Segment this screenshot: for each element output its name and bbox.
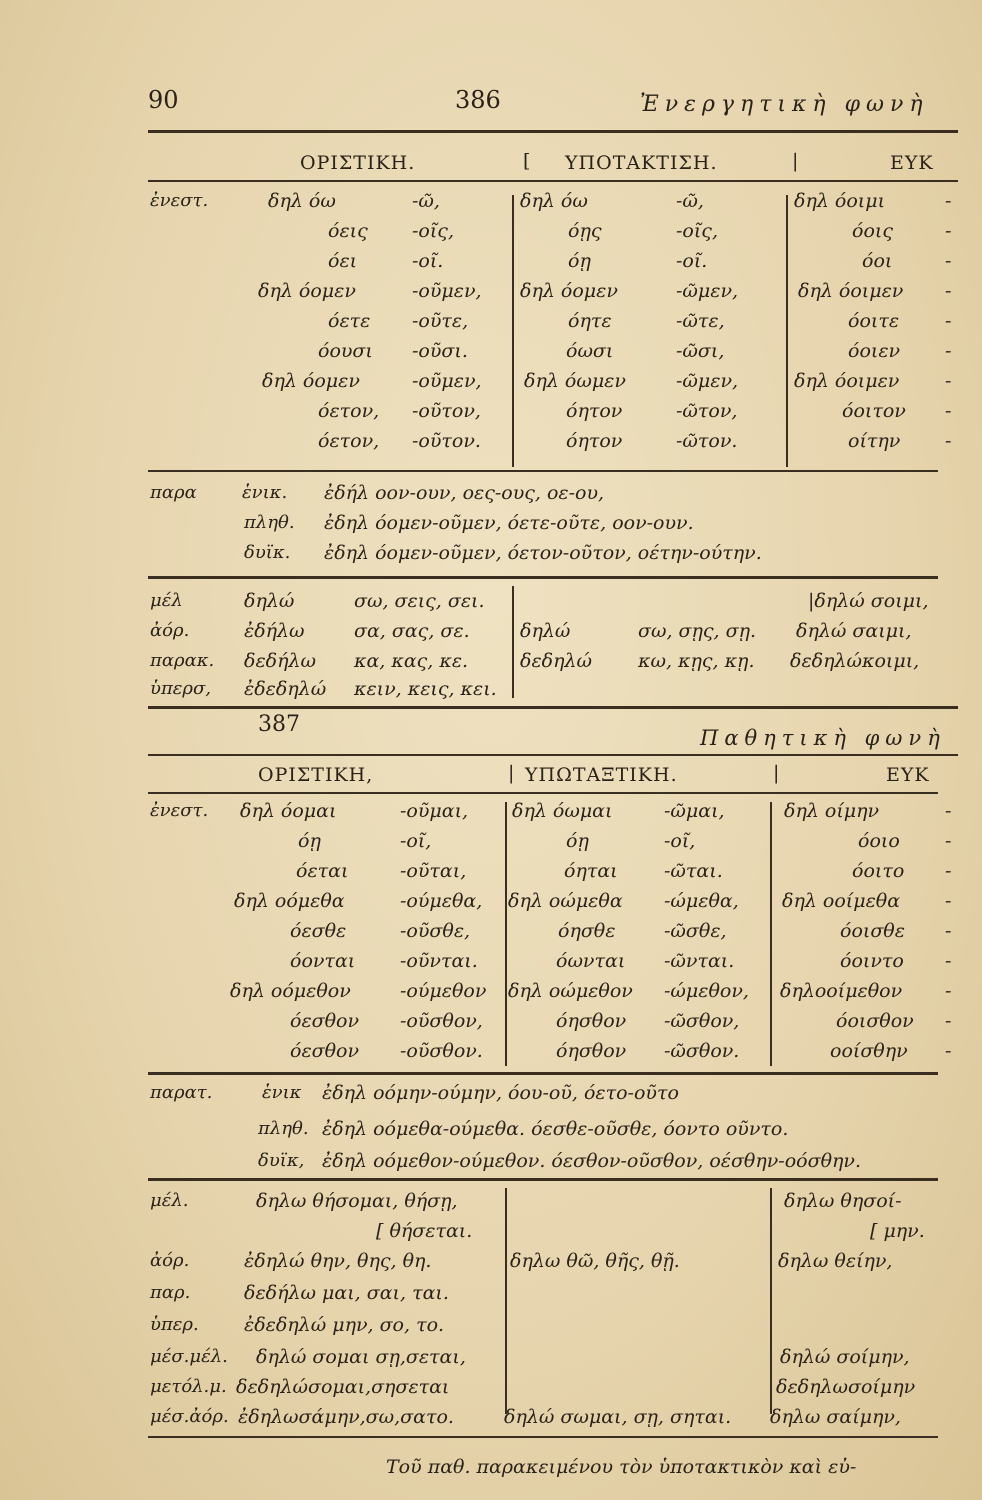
cell: -οῦμαι, <box>400 800 469 822</box>
cell: -οῦται, <box>400 860 467 882</box>
optative: δηλω σαίμην, <box>770 1406 901 1428</box>
cell: όῃ <box>566 830 589 852</box>
cell: όονται <box>290 950 356 972</box>
tense-label: μέλ. <box>150 1190 189 1211</box>
cell: όηται <box>564 860 618 882</box>
cell: -ῶσθον, <box>664 1010 740 1032</box>
cell: δηλ όοιμι <box>794 190 886 212</box>
cell: όῃς <box>568 220 602 242</box>
cell: - <box>945 370 952 392</box>
header-rule <box>148 130 958 133</box>
cell: όητον <box>566 400 623 422</box>
passive-voice-title: Παθητικὴ φωνὴ <box>700 726 946 750</box>
cell: όῃ <box>568 250 591 272</box>
indicative: ἐδηλωσάμην,σω,σατο. <box>238 1406 454 1428</box>
column-separator <box>770 1188 772 1414</box>
column-separator <box>505 802 507 1066</box>
cell: -ῶσι, <box>676 340 725 362</box>
cell: δηλ όομεν <box>520 280 618 302</box>
cell: -ούμεθα, <box>400 890 483 912</box>
section-indicative: ΟΡΙΣΤΙΚΗ, <box>258 764 374 786</box>
cell: δηλ οόμεθον <box>230 980 351 1002</box>
cell: -οῦμεν, <box>412 280 482 302</box>
cell: όοισθον <box>836 1010 914 1032</box>
cell: - <box>945 1010 952 1032</box>
subj-stem: δηλώ <box>520 620 571 642</box>
label-number: δυϊκ. <box>244 542 291 563</box>
cell: -ούμεθον <box>400 980 487 1002</box>
rule <box>148 1436 938 1438</box>
paradigm-number: 386 <box>455 86 501 114</box>
cell: -ῶμεν, <box>676 370 739 392</box>
imperfect-line: ἐδήλ οον-ουν, οες-ους, οε-ου, <box>324 482 605 504</box>
column-separator <box>512 586 514 698</box>
cell: όεσθον <box>290 1010 360 1032</box>
imperfect-line: ἐδηλ οόμεθα-ούμεθα. όεσθε-οῦσθε, όοντο οῦντο. <box>322 1118 789 1140</box>
cell: -ῶ, <box>412 190 440 212</box>
cell: -οῖς, <box>676 220 718 242</box>
column-separator <box>770 802 772 1066</box>
optative: δηλω θησοί- <box>784 1190 902 1212</box>
imperfect-line: ἐδηλ οόμεθον-ούμεθον. όεσθον-οῦσθον, οέσθην-οόσθην. <box>322 1150 861 1172</box>
cell: δηλ όωμαι <box>512 800 613 822</box>
cell: -οῖ. <box>412 250 444 272</box>
cell: δηλ όω <box>520 190 588 212</box>
cell: -ῶμαι, <box>664 800 725 822</box>
cell: -ῶσθον. <box>664 1040 740 1062</box>
cell: - <box>945 800 952 822</box>
tense-label: μετόλ.μ. <box>150 1376 227 1397</box>
stem: ἐδεδηλώ <box>244 678 327 700</box>
cell: -οῦνται. <box>400 950 478 972</box>
cell: - <box>945 890 952 912</box>
cell: δηλ οόμεθα <box>234 890 345 912</box>
cell: - <box>945 280 952 302</box>
stem: δεδήλω <box>244 650 316 672</box>
rule <box>148 576 938 579</box>
cell: - <box>945 220 952 242</box>
cell: όοισθε <box>840 920 905 942</box>
cell: -οῦτον, <box>412 400 481 422</box>
cell: δηλ όομαι <box>240 800 337 822</box>
section-rule <box>148 180 958 182</box>
optative: δηλω θείην, <box>778 1250 893 1272</box>
cell: όοιτον <box>842 400 906 422</box>
cell: -οῦσθε, <box>400 920 471 942</box>
cell: όοιο <box>858 830 900 852</box>
page-number: 90 <box>148 86 179 114</box>
cell: -ώμεθον, <box>664 980 749 1002</box>
cell: όεσθον <box>290 1040 360 1062</box>
indicative: δηλώ σομαι σῃ,σεται, <box>256 1346 466 1368</box>
cell: δηλ οοίμεθα <box>782 890 901 912</box>
cell: -οῖ, <box>664 830 696 852</box>
label-present: ἐνεστ. <box>150 190 209 211</box>
cell: - <box>945 1040 952 1062</box>
section-bracket: [ <box>523 150 532 172</box>
stem: ἐδήλω <box>244 620 305 642</box>
tense-label: ἀόρ. <box>150 620 190 641</box>
cell: -ῶμεν, <box>676 280 739 302</box>
indicative: δηλω θήσομαι, θήσῃ, <box>256 1190 458 1212</box>
endings: σα, σας, σε. <box>354 620 470 642</box>
rule <box>148 754 958 756</box>
column-separator <box>786 195 788 467</box>
cell: όοιτε <box>848 310 900 332</box>
cell: - <box>945 980 952 1002</box>
cell: -ῶσθε, <box>664 920 727 942</box>
endings: κα, κας, κε. <box>354 650 469 672</box>
optative: |δηλώ σοιμι, <box>808 590 929 612</box>
cell: δηλοοίμεθον <box>780 980 903 1002</box>
cell: οίτην <box>848 430 901 452</box>
tense-label: μέλ <box>150 590 183 611</box>
rule <box>148 1072 938 1075</box>
cell: -ῶται. <box>664 860 723 882</box>
cell: δηλ όομεν <box>258 280 356 302</box>
rule <box>148 792 938 794</box>
subj-endings: κω, κῃς, κῃ. <box>638 650 755 672</box>
cell: -οῖ, <box>400 830 432 852</box>
cell: - <box>945 430 952 452</box>
cell: -οῦσι. <box>412 340 468 362</box>
tense-label: παρακ. <box>150 650 215 671</box>
cell: όησθον <box>556 1010 627 1032</box>
cell: οοίσθην <box>830 1040 908 1062</box>
cell: όησθον <box>556 1040 627 1062</box>
endings: κειν, κεις, κει. <box>354 678 497 700</box>
subj-endings: σω, σῃς, σῃ. <box>638 620 757 642</box>
tense-label: ὑπερ. <box>150 1314 199 1335</box>
cell: -ῶ, <box>676 190 704 212</box>
cell: όεται <box>296 860 349 882</box>
subjunctive: δηλω θῶ, θῆς, θῇ. <box>510 1250 680 1272</box>
label-present: ἐνεστ. <box>150 800 209 821</box>
indicative: δεδηλώσομαι,σησεται <box>236 1376 450 1398</box>
cell: - <box>945 400 952 422</box>
cell: δηλ όωμεν <box>524 370 626 392</box>
rule <box>148 1178 938 1181</box>
section-optative: ΕΥΚ <box>890 152 934 174</box>
cell: - <box>945 190 952 212</box>
indicative: ἐδεδηλώ μην, σο, το. <box>244 1314 445 1336</box>
tense-label: μέσ.μέλ. <box>150 1346 228 1367</box>
cell: -οῖς, <box>412 220 454 242</box>
cell: όεις <box>328 220 368 242</box>
tense-label: παρ. <box>150 1282 191 1303</box>
cell: δηλ οώμεθα <box>508 890 623 912</box>
cell: - <box>945 860 952 882</box>
column-separator <box>505 1188 507 1414</box>
cell: όησθε <box>558 920 616 942</box>
cell: όῃ <box>298 830 321 852</box>
cell: -ώμεθα, <box>664 890 739 912</box>
optative: [ μην. <box>870 1220 925 1242</box>
cell: -οῦσθον. <box>400 1040 483 1062</box>
rule <box>148 706 958 709</box>
cell: - <box>945 340 952 362</box>
cell: όοις <box>852 220 893 242</box>
cell: δηλ όω <box>268 190 336 212</box>
label-number: ἑνικ <box>262 1082 302 1103</box>
cell: - <box>945 920 952 942</box>
tense-label: ἀόρ. <box>150 1250 190 1271</box>
cell: - <box>945 950 952 972</box>
cell: -οῦτον. <box>412 430 481 452</box>
section-indicative: ΟΡΙΣΤΙΚΗ. <box>300 152 416 174</box>
cell: όοι <box>862 250 893 272</box>
label-number: ἑνικ. <box>242 482 288 503</box>
cell: δηλ οώμεθον <box>508 980 633 1002</box>
cell: όοιντο <box>840 950 904 972</box>
cell: -ῶνται. <box>664 950 735 972</box>
voice-title: Ἐνεργητικὴ φωνὴ <box>640 92 929 117</box>
cell: όετον, <box>318 400 380 422</box>
imperfect-line: ἐδηλ όομεν-οῦμεν, όετον-οῦτον, οέτην-ούτην. <box>324 542 762 564</box>
label-number: δυϊκ, <box>258 1150 305 1171</box>
section-optative: ΕΥΚ <box>886 764 930 786</box>
indicative: δεδήλω μαι, σαι, ται. <box>244 1282 449 1304</box>
tense-label: ὑπερσ, <box>150 678 212 699</box>
indicative: [ θήσεται. <box>376 1220 473 1242</box>
subj-stem: δεδηλώ <box>520 650 592 672</box>
cell: -ῶτον, <box>676 400 738 422</box>
cell: -οῖ. <box>676 250 708 272</box>
cell: - <box>945 310 952 332</box>
cell: όωνται <box>556 950 626 972</box>
cell: -οῦσθον, <box>400 1010 483 1032</box>
cell: δηλ οίμην <box>784 800 880 822</box>
section-subjunctive: ΥΠΟΤΑΚΤΙΣΗ. <box>565 152 718 174</box>
cell: όουσι <box>318 340 373 362</box>
optative: δεδηλωσοίμην <box>776 1376 916 1398</box>
footer-text: Τοῦ παθ. παρακειμένου τὸν ὑποτακτικὸν καὶ εὐ- <box>386 1456 857 1478</box>
label-imperfect: παρατ. <box>150 1082 213 1103</box>
imperfect-line: ἐδηλ οόμην-ούμην, όου-οῦ, όετο-οῦτο <box>322 1082 679 1104</box>
cell: όητε <box>568 310 612 332</box>
cell: δηλ όοιμεν <box>794 370 900 392</box>
cell: όετον, <box>318 430 380 452</box>
section-divider: | <box>508 762 516 784</box>
cell: όει <box>328 250 358 272</box>
label-number: πληθ. <box>258 1118 309 1139</box>
cell: -οῦτε, <box>412 310 469 332</box>
imperfect-line: ἐδηλ όομεν-οῦμεν, όετε-οῦτε, οον-ουν. <box>324 512 694 534</box>
optative: δεδηλώκοιμι, <box>790 650 920 672</box>
cell: δηλ όομεν <box>262 370 360 392</box>
cell: -οῦμεν, <box>412 370 482 392</box>
rule <box>148 470 938 472</box>
cell: δηλ όοιμεν <box>798 280 904 302</box>
section-divider: | <box>792 150 800 172</box>
cell: όετε <box>328 310 371 332</box>
section-subjunctive: ΥΠΩΤΑΞΤΙΚΗ. <box>525 764 678 786</box>
optative: δηλώ σαιμι, <box>796 620 912 642</box>
cell: όητον <box>566 430 623 452</box>
cell: -ῶτε, <box>676 310 725 332</box>
cell: όοιεν <box>848 340 901 362</box>
label-number: πληθ. <box>244 512 295 533</box>
tense-label: μέσ.ἀόρ. <box>150 1406 229 1427</box>
endings: σω, σεις, σει. <box>354 590 485 612</box>
cell: όεσθε <box>290 920 347 942</box>
column-separator <box>512 195 514 467</box>
passive-paradigm-number: 387 <box>258 712 300 737</box>
cell: - <box>945 250 952 272</box>
cell: - <box>945 830 952 852</box>
cell: -ῶτον. <box>676 430 738 452</box>
label-imperfect: παρα <box>150 482 197 503</box>
cell: όοιτο <box>852 860 905 882</box>
cell: όωσι <box>566 340 614 362</box>
optative: δηλώ σοίμην, <box>780 1346 910 1368</box>
section-divider: | <box>773 762 781 784</box>
indicative: ἐδηλώ θην, θης, θη. <box>244 1250 432 1272</box>
stem: δηλώ <box>244 590 295 612</box>
subjunctive: δηλώ σωμαι, σῃ, σηται. <box>504 1406 732 1428</box>
